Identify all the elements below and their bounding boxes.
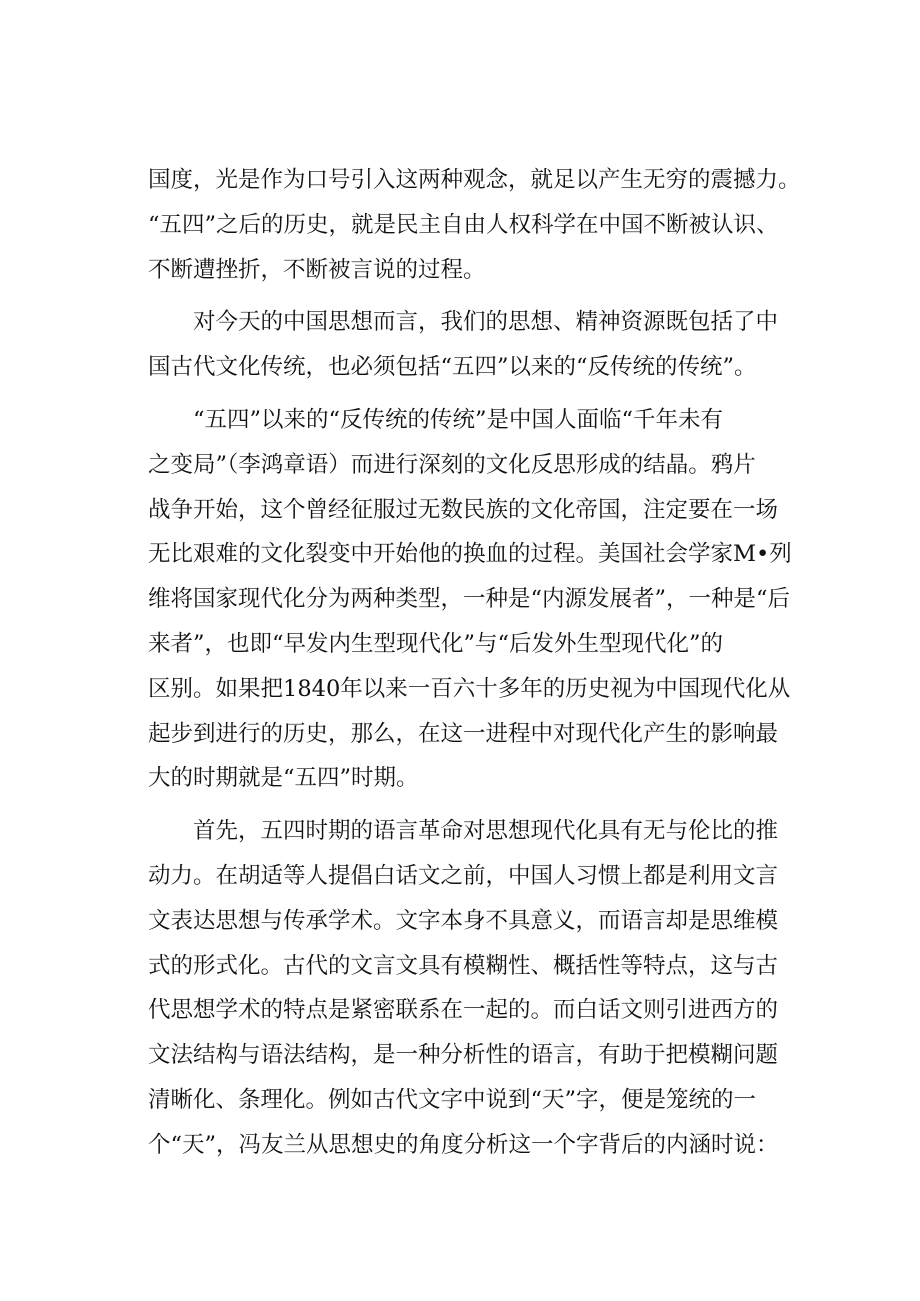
text-line: 起步到进行的历史，那么，在这一进程中对现代化产生的影响最 (148, 720, 779, 747)
text-line: 代思想学术的特点是紧密联系在一起的。而白话文则引进西方的 (148, 997, 779, 1024)
text-line: 战争开始，这个曾经征服过无数民族的文化帝国，注定要在一场 (148, 496, 779, 523)
text-line: 首先，五四时期的语言革命对思想现代化具有无与伦比的推 (148, 818, 779, 845)
text-line: 个“天”，冯友兰从思想史的角度分析这一个字背后的内涵时说： (148, 1131, 779, 1158)
text-line: 清晰化、条理化。例如古代文字中说到“天”字，便是笼统的一 (148, 1086, 757, 1113)
paragraph-3 (148, 398, 828, 801)
text-line: 区别。如果把1840年以来一百六十多年的历史视为中国现代化从 (148, 675, 791, 702)
paragraph-4 (148, 809, 828, 1167)
text-line: “五四”以来的“反传统的传统”是中国人面临“千年未有 (148, 406, 724, 433)
text-line: 动力。在胡适等人提倡白话文之前，中国人习惯上都是利用文言 (148, 862, 779, 889)
text-line: 式的形式化。古代的文言文具有模糊性、概括性等特点，这与古 (148, 952, 779, 979)
text-line: 之变局”（李鸿章语）而进行深刻的文化反思形成的结晶。鸦片 (148, 451, 756, 478)
paragraph-2 (148, 300, 828, 390)
text-line: 国古代文化传统，也必须包括“五四”以来的“反传统的传统”。 (148, 354, 757, 381)
text-line: 大的时期就是“五四”时期。 (148, 765, 419, 792)
text-line: 无比艰难的文化裂变中开始他的换血的过程。美国社会学家M•列 (148, 541, 792, 568)
text-line: 对今天的中国思想而言，我们的思想、精神资源既包括了中 (148, 309, 779, 336)
text-line: 维将国家现代化分为两种类型，一种是“内源发展者”，一种是“后 (148, 586, 791, 613)
body-text (148, 158, 828, 1168)
text-line: 来者”，也即“早发内生型现代化”与“后发外生型现代化”的 (148, 630, 724, 657)
text-line: 文表达思想与传承学术。文字本身不具意义，而语言却是思维模 (148, 907, 779, 934)
paragraph-1 (148, 158, 828, 292)
text-line: 不断遭挫折，不断被言说的过程。 (148, 256, 486, 283)
text-line: 文法结构与语法结构，是一种分析性的语言，有助于把模糊问题 (148, 1042, 779, 1069)
text-line: 国度，光是作为口号引入这两种观念，就足以产生无穷的震撼力。 (148, 167, 801, 193)
text-line: “五四”之后的历史，就是民主自由人权科学在中国不断被认识、 (148, 211, 779, 238)
